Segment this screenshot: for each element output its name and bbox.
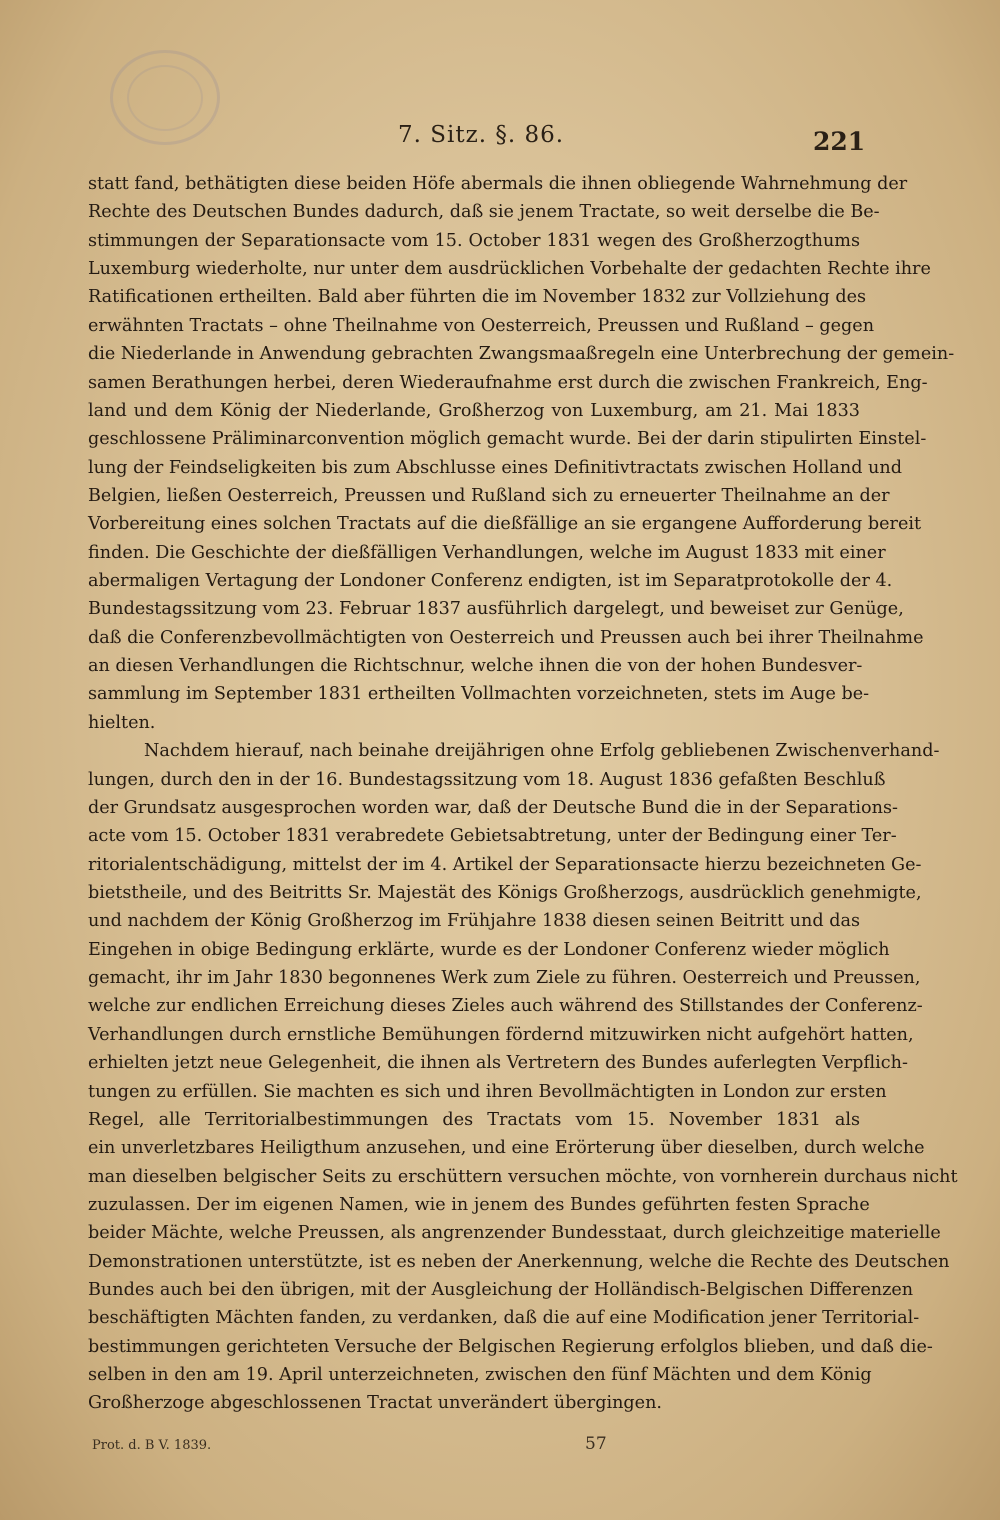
text-line: land und dem König der Niederlande, Großherzog von Luxemburg, am 21. Mai 1833 [88, 400, 860, 421]
text-line: zuzulassen. Der im eigenen Namen, wie in jenem des Bundes geführten festen Sprache [88, 1194, 870, 1215]
paragraph-2 [88, 737, 958, 1418]
text-line: selben in den am 19. April unterzeichneten, zwischen den fünf Mächten und dem König [88, 1365, 872, 1386]
text-line: und nachdem der König Großherzog im Frühjahre 1838 diesen seinen Beitritt und das [88, 911, 860, 932]
text-line: abermaligen Vertagung der Londoner Conferenz endigten, ist im Separatprotokolle der 4. [88, 571, 893, 592]
text-line: Vorbereitung eines solchen Tractats auf die dießfällige an sie ergangene Aufforderung bereit [88, 514, 922, 535]
text-line: geschlossene Präliminarconvention möglich gemacht wurde. Bei der darin stipulirten Einstel- [88, 429, 927, 450]
text-line: tungen zu erfüllen. Sie machten es sich und ihren Bevollmächtigten in London zur ersten [88, 1081, 887, 1102]
text-line: Belgien, ließen Oesterreich, Preussen und Rußland sich zu erneuerter Theilnahme an der [88, 485, 890, 506]
library-stamp [110, 50, 220, 145]
sheet-number: 57 [585, 1434, 607, 1454]
text-line: daß die Conferenzbevollmächtigten von Oesterreich und Preussen auch bei ihrer Theilnahme [88, 627, 924, 648]
text-line: hielten. [88, 712, 156, 733]
text-line: Verhandlungen durch ernstliche Bemühungen fördernd mitzuwirken nicht aufgehört hatten, [88, 1024, 914, 1045]
text-line: ein unverletzbares Heiligthum anzusehen, und eine Erörterung über dieselben, durch welche [88, 1138, 925, 1159]
text-line: Bundes auch bei den übrigen, mit der Ausgleichung der Holländisch-Belgischen Differenzen [88, 1280, 914, 1301]
text-line: Regel, alle Territorialbestimmungen des Tractats vom 15. November 1831 als [88, 1109, 860, 1130]
text-line: Rechte des Deutschen Bundes dadurch, daß sie jenem Tractate, so weit derselbe die Be- [88, 202, 880, 223]
text-line: der Grundsatz ausgesprochen worden war, daß der Deutsche Bund die in der Separations- [88, 797, 898, 818]
text-line: samen Berathungen herbei, deren Wiederaufnahme erst durch die zwischen Frankreich, Eng- [88, 372, 928, 393]
text-line: lung der Feindseligkeiten bis zum Abschlusse eines Definitivtractats zwischen Holland und [88, 457, 902, 478]
text-line: an diesen Verhandlungen die Richtschnur, welche ihnen die von der hohen Bundesver- [88, 656, 863, 677]
running-head: 7. Sitz. §. 86. [398, 122, 565, 148]
text-line: Eingehen in obige Bedingung erklärte, wurde es der Londoner Conferenz wieder möglich [88, 939, 890, 960]
page-number: 221 [813, 127, 866, 156]
text-line: erhielten jetzt neue Gelegenheit, die ihnen als Vertretern des Bundes auferlegten Verpflich- [88, 1053, 908, 1074]
text-line: bietstheile, und des Beitritts Sr. Majestät des Königs Großherzogs, ausdrücklich genehmigte, [88, 882, 922, 903]
text-line: Luxemburg wiederholte, nur unter dem ausdrücklichen Vorbehalte der gedachten Rechte ihre [88, 259, 931, 280]
text-line: lungen, durch den in der 16. Bundestagssitzung vom 18. August 1836 gefaßten Beschluß [88, 769, 886, 790]
library-stamp-inner-ring [127, 65, 203, 131]
text-line: Bundestagssitzung vom 23. Februar 1837 ausführlich dargelegt, und beweiset zur Genüge, [88, 599, 904, 620]
body-text [88, 170, 958, 1418]
text-line: stimmungen der Separationsacte vom 15. October 1831 wegen des Großherzogthums [88, 230, 860, 251]
text-line: statt fand, bethätigten diese beiden Höfe abermals die ihnen obliegende Wahrnehmung der [88, 174, 908, 194]
text-line: die Niederlande in Anwendung gebrachten Zwangsmaaßregeln eine Unterbrechung der gemein- [88, 344, 955, 365]
text-line: man dieselben belgischer Seits zu erschüttern versuchen möchte, von vornherein durchaus nicht [88, 1166, 958, 1187]
text-line: bestimmungen gerichteten Versuche der Belgischen Regierung erfolglos blieben, und daß die- [88, 1336, 933, 1357]
printer-signature: Prot. d. B V. 1839. [92, 1438, 212, 1453]
text-line: welche zur endlichen Erreichung dieses Zieles auch während des Stillstandes der Conferenz- [88, 996, 923, 1017]
text-line: gemacht, ihr im Jahr 1830 begonnenes Werk zum Ziele zu führen. Oesterreich und Preussen, [88, 968, 921, 989]
text-line: sammlung im September 1831 ertheilten Vollmachten vorzeichneten, stets im Auge be- [88, 684, 870, 705]
text-line: Nachdem hierauf, nach beinahe dreijährigen ohne Erfolg gebliebenen Zwischenverhand- [144, 741, 940, 762]
text-line: erwähnten Tractats – ohne Theilnahme von Oesterreich, Preussen und Rußland – gegen [88, 315, 875, 336]
text-line: acte vom 15. October 1831 verabredete Gebietsabtretung, unter der Bedingung einer Ter- [88, 826, 897, 847]
text-line: beider Mächte, welche Preussen, als angrenzender Bundesstaat, durch gleichzeitige materielle [88, 1223, 941, 1244]
text-line: finden. Die Geschichte der dießfälligen Verhandlungen, welche im August 1833 mit einer [88, 542, 886, 563]
text-line: ritorialentschädigung, mittelst der im 4. Artikel der Separationsacte hierzu bezeichneten Ge- [88, 854, 922, 875]
text-line: Demonstrationen unterstützte, ist es neben der Anerkennung, welche die Rechte des Deutschen [88, 1251, 950, 1272]
paragraph-1 [88, 170, 955, 737]
text-line: Ratificationen ertheilten. Bald aber führten die im November 1832 zur Vollziehung des [88, 287, 867, 308]
text-line: beschäftigten Mächten fanden, zu verdanken, daß die auf eine Modification jener Territorial- [88, 1308, 920, 1329]
text-line: Großherzoge abgeschlossenen Tractat unverändert übergingen. [88, 1393, 663, 1414]
